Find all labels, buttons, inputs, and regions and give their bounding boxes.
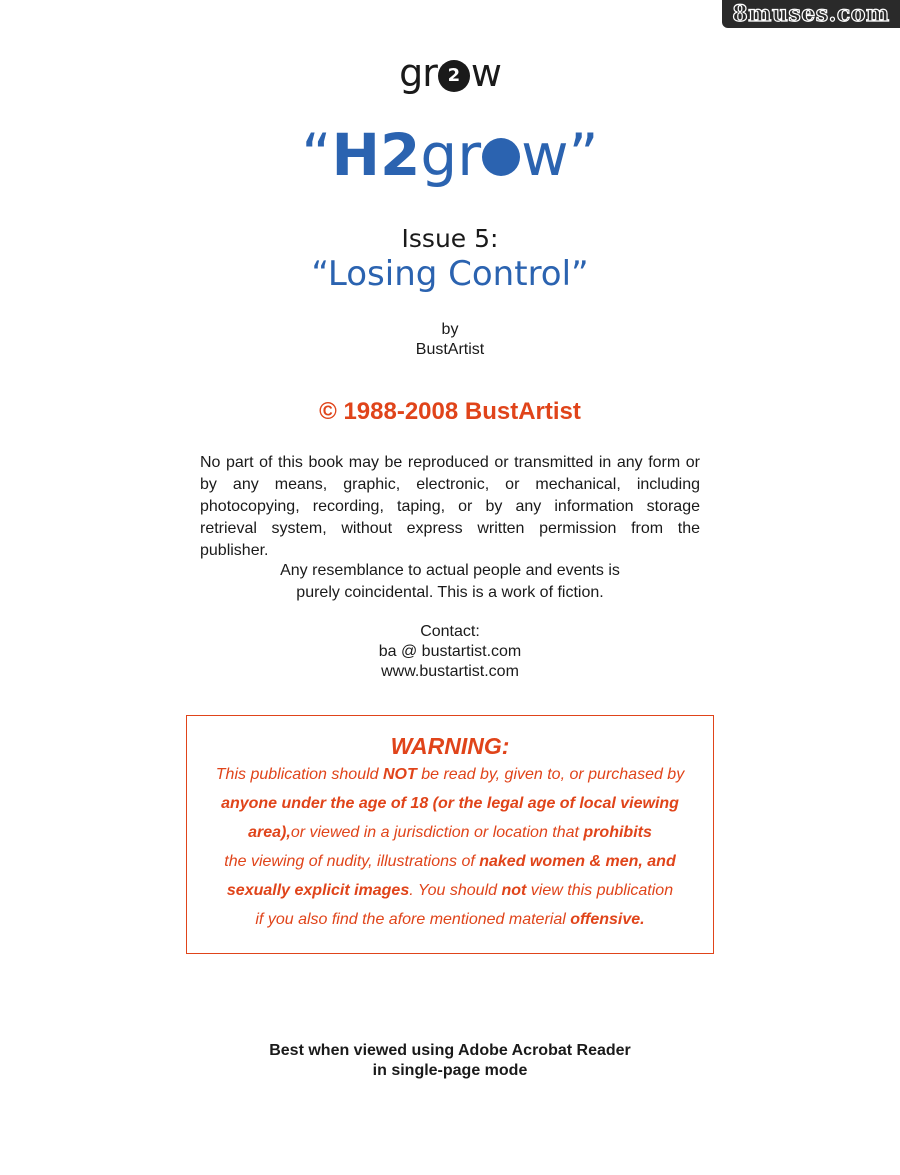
issue-label: Issue 5:	[401, 224, 499, 253]
byline-author: BustArtist	[415, 341, 485, 358]
viewer-recommendation	[0, 1041, 900, 1081]
warning-emphasis: not	[501, 882, 527, 899]
watermark-text: 8muses.com	[732, 1, 890, 27]
footer-line-1: Best when viewed using Adobe Acrobat Reader	[269, 1042, 631, 1059]
warning-line-1	[187, 760, 713, 789]
logo-prefix: gr	[399, 51, 437, 95]
warning-text: view this publication	[526, 882, 674, 899]
contact-email: ba @ bustartist.com	[378, 643, 522, 660]
title-h2: H2	[331, 121, 421, 189]
warning-emphasis: sexually explicit images	[226, 882, 410, 899]
title-close-quote: ”	[568, 121, 599, 189]
warning-text: be read by, given to, or purchased by	[416, 766, 685, 783]
warning-text: This publication should	[215, 766, 383, 783]
warning-emphasis: anyone under the age of 18 (or the legal age of local viewing	[221, 795, 679, 812]
issue-subtitle: “Losing Control”	[311, 254, 589, 294]
copyright-notice: © 1988-2008 BustArtist	[319, 398, 581, 425]
warning-emphasis: prohibits	[583, 824, 652, 841]
watermark	[722, 0, 900, 28]
contact-website: www.bustartist.com	[381, 663, 519, 680]
comic-title	[0, 121, 900, 189]
byline-by: by	[441, 321, 459, 338]
title-w: w	[521, 121, 569, 189]
warning-text: if you also find the afore mentioned material	[255, 911, 571, 928]
warning-text: or viewed in a jurisdiction or location that	[290, 824, 584, 841]
grow-logo	[0, 51, 900, 95]
warning-line-4	[187, 847, 713, 876]
warning-line-5	[187, 876, 713, 905]
warning-emphasis: naked women & men, and	[479, 853, 676, 870]
warning-line-3	[187, 818, 713, 847]
title-o-disc	[482, 138, 520, 176]
contact-label: Contact:	[420, 623, 480, 640]
warning-text: . You should	[409, 882, 502, 899]
title-open-quote: “	[301, 121, 332, 189]
logo-badge: 2	[438, 60, 470, 92]
title-gr: gr	[420, 121, 482, 189]
logo-suffix: w	[470, 51, 501, 95]
warning-emphasis: area),	[248, 824, 291, 841]
byline	[0, 320, 900, 360]
fiction-line-2: purely coincidental. This is a work of fiction.	[296, 584, 604, 601]
warning-line-2	[187, 789, 713, 818]
warning-box	[186, 715, 714, 954]
rights-paragraph: No part of this book may be reproduced or transmitted in any form or by any means, graphic, electronic, or mechanical, including photocopying, recording, taping, or by any information storage retrieval system, without express written permission from the publisher.	[200, 454, 700, 559]
fiction-line-1: Any resemblance to actual people and events is	[280, 562, 620, 579]
warning-text: the viewing of nudity, illustrations of	[224, 853, 480, 870]
warning-emphasis: NOT	[383, 766, 417, 783]
fiction-paragraph	[200, 560, 700, 604]
footer-line-2: in single-page mode	[372, 1062, 528, 1079]
warning-emphasis: offensive.	[570, 911, 645, 928]
warning-title: WARNING:	[390, 733, 510, 759]
warning-line-6	[187, 905, 713, 934]
contact-block	[0, 622, 900, 682]
